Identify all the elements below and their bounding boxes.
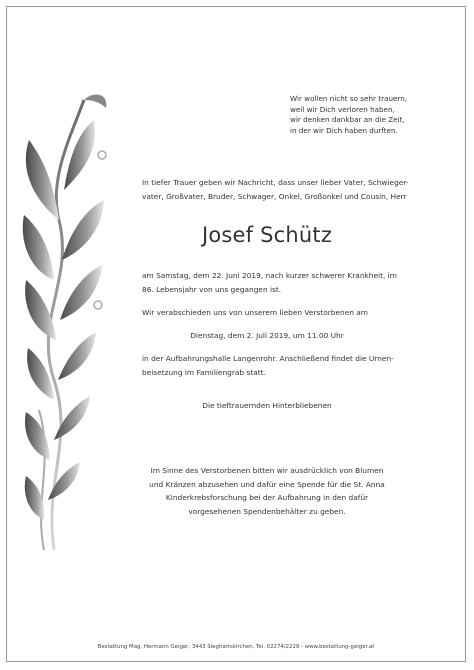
funeral-home-footer: Bestattung Mag. Hermann Geiger, 3443 Sieghartskirchen, Tel. 02274/2229 - www.bestattung-geiger.at [97, 644, 375, 650]
location-paragraph [142, 352, 442, 379]
quote-line: Wir wollen nicht so sehr trauern, [290, 94, 408, 103]
quote-line: weil wir Dich verloren haben, [290, 104, 395, 114]
donation-line: Im Sinne des Verstorbenen bitten wir ausdrücklich von Blumen [150, 466, 384, 475]
donation-paragraph [142, 464, 392, 518]
death-line: am Samstag, dem 22. Juni 2019, nach kurzer schwerer Krankheit, im [142, 271, 397, 280]
intro-line: vater, Großvater, Bruder, Schwager, Onkel, Großonkel und Cousin, Herr [142, 191, 407, 201]
memorial-quote [290, 94, 440, 136]
quote-line: in der wir Dich haben durften. [290, 125, 398, 135]
mourners-signature: Die tieftrauernden Hinterbliebenen [202, 401, 332, 410]
location-line: in der Aufbahrungshalle Langenrohr. Anschließend findet die Urnen- [142, 354, 394, 363]
donation-line: und Kränzen abzusehen und dafür eine Spende für die St. Anna [149, 479, 385, 489]
donation-line: vorgesehenen Spendenbehälter zu geben. [188, 506, 346, 516]
donation-line: Kinderkrebsforschung bei der Aufbahrung in den dafür [165, 493, 369, 502]
location-line: beisetzung im Familiengrab statt. [142, 367, 266, 377]
floral-ornament-icon [14, 80, 114, 560]
death-paragraph [142, 269, 442, 296]
intro-line: In tiefer Trauer geben wir Nachricht, dass unser lieber Vater, Schwieger- [142, 178, 409, 187]
service-date: Dienstag, dem 2. Juli 2019, um 11.00 Uhr [190, 331, 344, 340]
death-line: 86. Lebensjahr von uns gegangen ist. [142, 284, 282, 294]
intro-paragraph [142, 176, 442, 203]
quote-line: wir denken dankbar an die Zeit, [290, 115, 405, 125]
deceased-name: Josef Schütz [201, 223, 333, 247]
farewell-text: Wir verabschieden uns von unserem lieben Verstorbenen am [142, 308, 369, 317]
